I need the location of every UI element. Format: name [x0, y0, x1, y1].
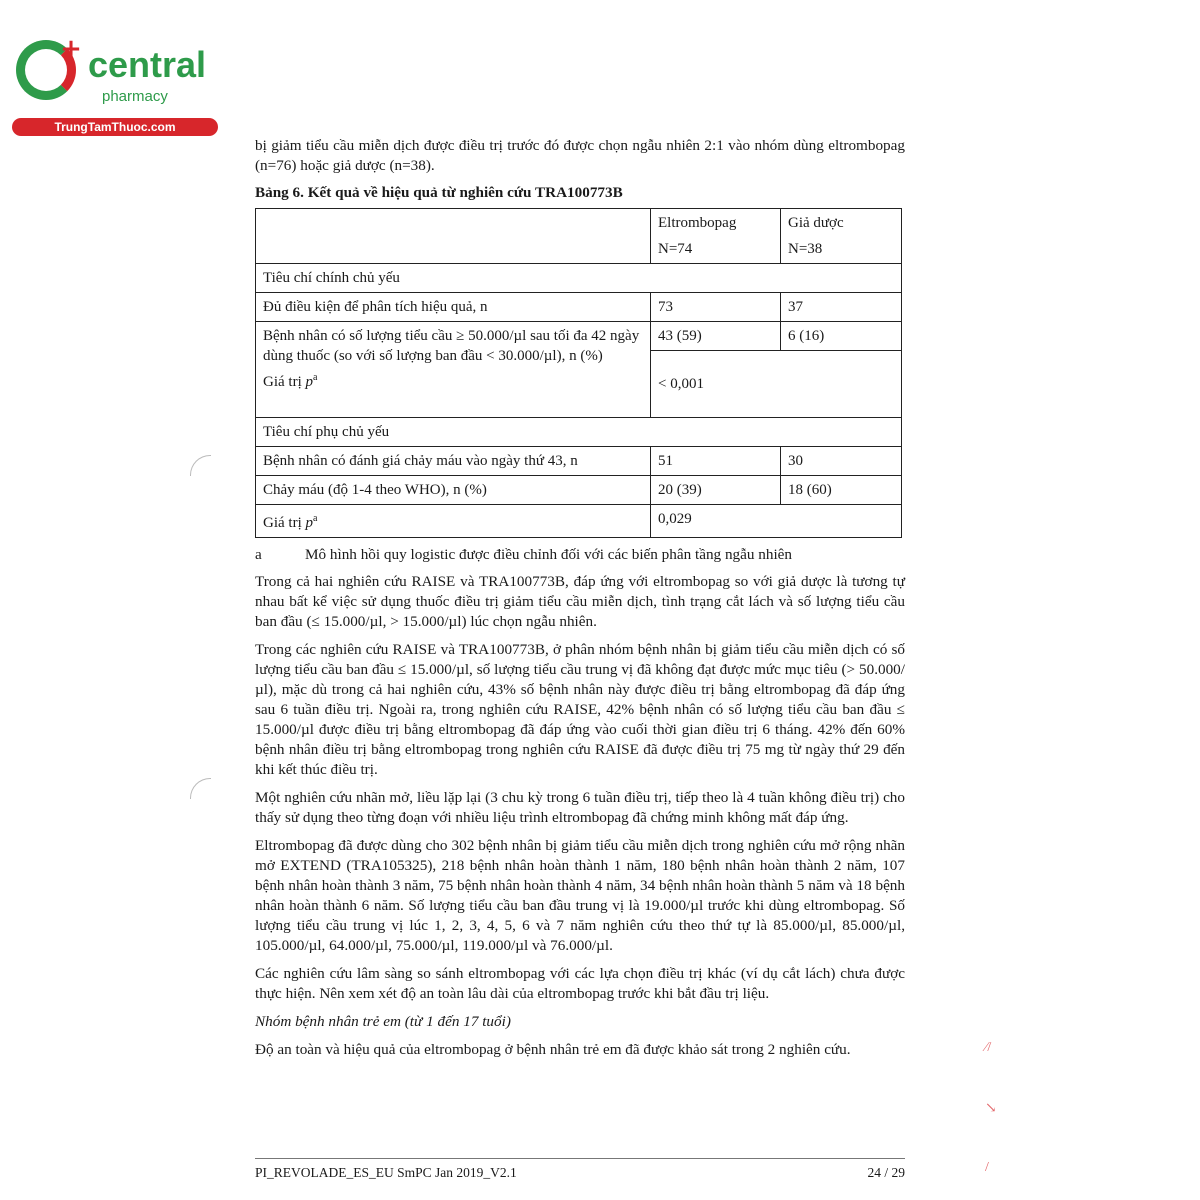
p-sup: a — [313, 372, 318, 383]
table-row — [256, 476, 902, 505]
footer-doc-id: PI_REVOLADE_ES_EU SmPC Jan 2019_V2.1 — [255, 1165, 517, 1180]
row-label: Đủ điều kiện để phân tích hiệu quả, n — [256, 293, 651, 322]
row-label: Bệnh nhân có đánh giá chảy máu vào ngày thứ 43, n — [256, 447, 651, 476]
efficacy-table — [255, 208, 902, 538]
body-paragraph: Các nghiên cứu lâm sàng so sánh eltrombopag với các lựa chọn điều trị khác (ví dụ cắt lách) chưa được thực hiện. Nên xem xét độ an toàn lâu dài của eltrombopag trước khi bắt đầu trị liệu. — [255, 965, 905, 1002]
row-label — [256, 505, 651, 538]
stamp-mark: ↘ — [985, 1101, 997, 1116]
footnote-text: Mô hình hồi quy logistic được điều chỉnh đối với các biến phân tầng ngẫu nhiên — [305, 546, 793, 563]
row-value-eltrombopag: 20 (39) — [651, 476, 781, 505]
header-placebo — [781, 209, 902, 264]
document-page — [255, 136, 905, 1068]
header-eltrombopag-name: Eltrombopag — [658, 215, 737, 231]
row-label-text: Bệnh nhân có số lượng tiểu cầu ≥ 50.000/µl sau tối đa 42 ngày dùng thuốc (so với số lượng ban đầu < 30.000/µl), n (%) — [263, 328, 640, 364]
p-label-text: Giá trị — [263, 515, 302, 531]
page-footer — [255, 1158, 905, 1181]
p-symbol: p — [305, 374, 313, 390]
table-row — [256, 505, 902, 538]
logo-sub-text: pharmacy — [102, 88, 168, 105]
row-value-placebo: 6 (16) — [781, 322, 902, 351]
logo-plus-icon: + — [60, 34, 82, 64]
logo-brand-text: central — [88, 44, 207, 85]
p-value-label — [263, 368, 643, 392]
table-row — [256, 264, 902, 293]
p-value-cell: < 0,001 — [651, 351, 902, 418]
p-value-cell: 0,029 — [651, 505, 902, 538]
row-value-eltrombopag: 73 — [651, 293, 781, 322]
intro-paragraph: bị giảm tiểu cầu miễn dịch được điều trị trước đó được chọn ngẫu nhiên 2:1 vào nhóm dùng eltrombopag (n=76) hoặc giả dược (n=38). — [255, 137, 905, 174]
section-primary: Tiêu chí chính chủ yếu — [256, 264, 902, 293]
subheading: Nhóm bệnh nhân trẻ em (từ 1 đến 17 tuổi) — [255, 1013, 511, 1030]
header-eltrombopag-n: N=74 — [658, 241, 693, 257]
footnote-mark: a — [255, 546, 262, 563]
body-paragraph: Eltrombopag đã được dùng cho 302 bệnh nhân bị giảm tiểu cầu miễn dịch trong nghiên cứu mở rộng nhãn mở EXTEND (TRA105325), 218 bệnh nhân hoàn thành 1 năm, 180 bệnh nhân hoàn thành 2 năm, 107 bệnh nhân hoàn thành 3 năm, 75 bệnh nhân hoàn thành 4 năm, 34 bệnh nhân hoàn thành 5 năm và 18 bệnh nhân hoàn thành 6 năm. Số lượng tiểu cầu ban đầu trung vị là 19.000/µl trước khi dùng eltrombopag. Số lượng tiểu cầu trung vị lúc 1, 2, 3, 4, 5, 6 và 7 năm nghiên cứu theo thứ tự là 85.000/µl, 85.000/µl, 105.000/µl, 64.000/µl, 75.000/µl, 119.000/µl và 76.000/µl. — [255, 837, 905, 954]
punch-hole-mark — [190, 455, 211, 476]
row-value-eltrombopag: 51 — [651, 447, 781, 476]
row-value-eltrombopag: 43 (59) — [651, 322, 781, 351]
row-label — [256, 322, 651, 418]
p-label-text: Giá trị — [263, 374, 302, 390]
row-value-placebo: 37 — [781, 293, 902, 322]
punch-hole-mark — [190, 778, 211, 799]
table-row — [256, 418, 902, 447]
table-title: Bảng 6. Kết quả về hiệu quả từ nghiên cứu TRA100773B — [255, 184, 623, 201]
row-value-placebo: 18 (60) — [781, 476, 902, 505]
header-placebo-n: N=38 — [788, 241, 823, 257]
body-paragraph: Độ an toàn và hiệu quả của eltrombopag ở bệnh nhân trẻ em đã được khảo sát trong 2 nghiên cứu. — [255, 1041, 851, 1058]
central-pharmacy-logo[interactable] — [10, 34, 220, 138]
header-placebo-name: Giả dược — [788, 215, 844, 231]
logo-tagline: TrungTamThuoc.com — [12, 118, 218, 136]
footer-page-number: 24 / 29 — [867, 1165, 905, 1180]
body-paragraph: Trong cả hai nghiên cứu RAISE và TRA100773B, đáp ứng với eltrombopag so với giả dược là tương tự nhau bất kể việc sử dụng thuốc điều trị giảm tiểu cầu miễn dịch, tình trạng cắt lách và số lượng tiểu cầu ban đầu (≤ 15.000/µl, > 15.000/µl) lúc chọn ngẫu nhiên. — [255, 573, 905, 630]
header-empty-cell — [256, 209, 651, 264]
body-paragraph: Trong các nghiên cứu RAISE và TRA100773B, ở phân nhóm bệnh nhân bị giảm tiểu cầu miễn dịch có số lượng tiểu cầu ban đầu ≤ 15.000/µl, số lượng tiểu cầu trung vị đã không đạt được mức mục tiêu (> 50.000/µl), mặc dù trong cả hai nghiên cứu, 43% số bệnh nhân này được điều trị bằng eltrombopag đã đáp ứng sau 6 tuần điều trị. Ngoài ra, trong nghiên cứu RAISE, 42% bệnh nhân có số lượng tiểu cầu ban đầu ≤ 15.000/µl được điều trị bằng eltrombopag đã đáp ứng vào cuối thời gian điều trị 6 tháng. 42% đến 60% bệnh nhân điều trị bằng eltrombopag trong nghiên cứu RAISE đã được điều trị 75 mg từ ngày thứ 29 đến khi kết thúc điều trị. — [255, 641, 905, 778]
table-footnote — [255, 546, 905, 564]
stamp-mark: ⁄/ — [985, 1040, 992, 1055]
row-value-placebo: 30 — [781, 447, 902, 476]
body-paragraph: Một nghiên cứu nhãn mở, liều lặp lại (3 chu kỳ trong 6 tuần điều trị, tiếp theo là 4 tuần không điều trị) cho thấy sử dụng theo từng đoạn với nhiều liệu trình eltrombopag đã chứng minh không mất đáp ứng. — [255, 789, 905, 826]
table-row — [256, 322, 902, 351]
p-sup: a — [313, 513, 318, 524]
row-label: Chảy máu (độ 1-4 theo WHO), n (%) — [256, 476, 651, 505]
header-eltrombopag — [651, 209, 781, 264]
table-header-row — [256, 209, 902, 264]
table-row — [256, 447, 902, 476]
p-symbol: p — [305, 515, 313, 531]
section-secondary: Tiêu chí phụ chủ yếu — [256, 418, 902, 447]
table-row — [256, 293, 902, 322]
stamp-mark: / — [985, 1160, 989, 1175]
